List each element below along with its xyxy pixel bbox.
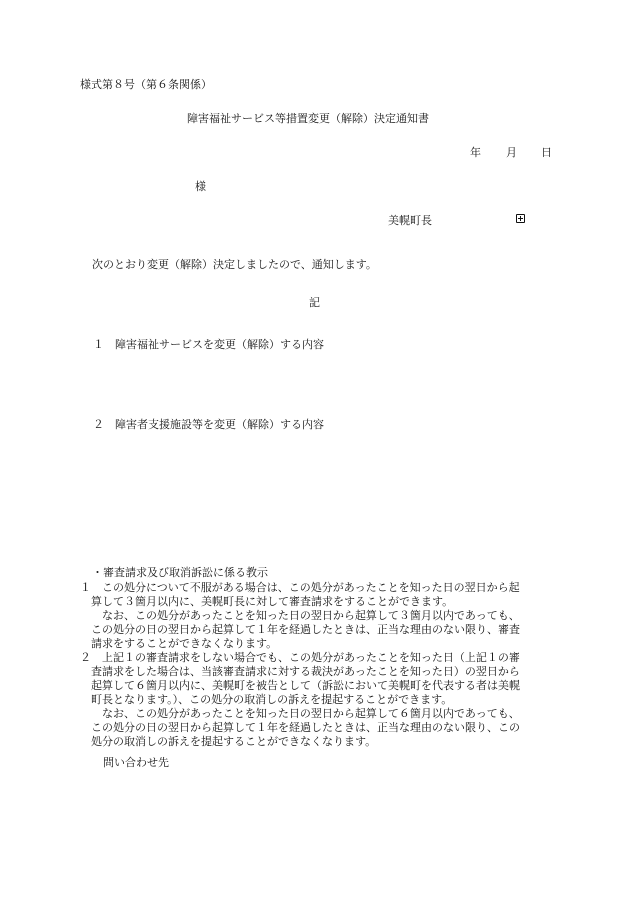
item-2-heading: ２ 障害者支援施設等を変更（解除）する内容 — [93, 418, 324, 431]
appeal-paragraph-1 — [80, 581, 550, 651]
form-number: 様式第８号（第６条関係） — [80, 78, 212, 91]
page-title: 障害福祉サービス等措置変更（解除）決定通知書 — [187, 112, 429, 125]
intro-text: 次のとおり変更（解除）決定しましたので、通知します。 — [92, 258, 377, 271]
appeal-line: なお、この処分があったことを知った日の翌日から起算して６箇月以内であっても、 — [91, 707, 520, 720]
seal-stamp-icon — [516, 214, 525, 223]
issuer-name: 美幌町長 — [388, 214, 432, 227]
addressee-suffix: 様 — [195, 180, 206, 193]
appeal-line: １ この処分について不服がある場合は、この処分があったことを知った日の翌日から起 — [80, 581, 520, 594]
item-1-heading: １ 障害福祉サービスを変更（解除）する内容 — [93, 338, 324, 351]
appeal-heading: ・審査請求及び取消訴訟に係る教示 — [92, 566, 268, 579]
appeal-line: この処分の日の翌日から起算して１年を経過したときは、正当な理由のない限り、審査 — [91, 623, 520, 636]
appeal-line: 町長となります。）、この処分の取消しの訴えを提起することができます。 — [91, 693, 453, 706]
appeal-line: 算して３箇月以内に、美幌町長に対して審査請求をすることができます。 — [91, 595, 454, 608]
date-year-label: 年 — [470, 146, 481, 159]
ki-heading: 記 — [309, 296, 320, 309]
date-month-label: 月 — [506, 146, 517, 159]
appeal-line: 請求をすることができなくなります。 — [91, 637, 278, 650]
appeal-line: 起算して６箇月以内に、美幌町を被告として（訴訟において美幌町を代表する者は美幌 — [91, 679, 520, 692]
appeal-paragraph-2 — [80, 651, 550, 749]
appeal-line: この処分の日の翌日から起算して１年を経過したときは、正当な理由のない限り、この — [91, 721, 520, 734]
appeal-line: 査請求をした場合は、当該審査請求に対する裁決があったことを知った日）の翌日から — [91, 665, 520, 678]
appeal-line: なお、この処分があったことを知った日の翌日から起算して３箇月以内であっても、 — [91, 609, 520, 622]
appeal-line: 処分の取消しの訴えを提起することができなくなります。 — [91, 735, 377, 748]
contact-label: 問い合わせ先 — [103, 756, 169, 769]
appeal-line: ２ 上記１の審査請求をしない場合でも、この処分があったことを知った日（上記１の審 — [80, 651, 520, 664]
date-day-label: 日 — [541, 146, 552, 159]
